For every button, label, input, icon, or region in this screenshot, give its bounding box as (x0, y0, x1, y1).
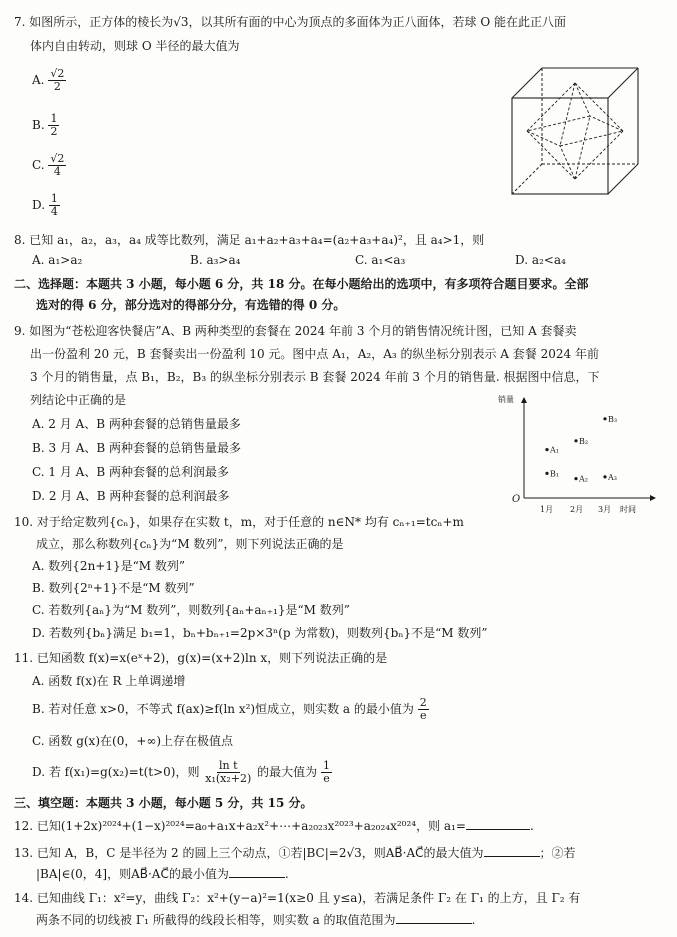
chart-point-label-1: B₁ (550, 469, 560, 479)
chart-point-5 (603, 417, 606, 420)
cube-octahedron-figure (500, 60, 650, 210)
q11-stem: 11. 已知函数 f(x)=x(eˣ+2)，g(x)=(x+2)ln x，则下列说法正确的是 (14, 651, 388, 665)
q7-stem-line1: 7. 如图所示，正方体的棱长为√3，以其所有面的中心为顶点的多面体为正八面体，若球 O 能在此正八面 (14, 15, 567, 29)
q13-answer-blank-2[interactable] (229, 866, 285, 878)
q13-answer-blank-1[interactable] (484, 845, 540, 857)
q8-option-c: C. a₁<a₃ (355, 253, 406, 267)
q11-option-a: A. 函数 f(x)在 R 上单调递增 (32, 674, 186, 688)
q8-option-a: A. a₁>a₂ (32, 253, 83, 267)
q10-stem-line1: 10. 对于给定数列{cₙ}，如果存在实数 t，m，对于任意的 n∈N* 均有 cₙ₊₁=tcₙ+m (14, 515, 464, 529)
q10-option-d: D. 若数列{bₙ}满足 b₁=1，bₙ+bₙ₊₁=2p×3ⁿ(p 为常数)，则数列{bₙ}不是“M 数列” (32, 626, 488, 640)
chart-point-label-0: A₁ (550, 445, 559, 455)
chart-point-label-3: B₂ (579, 436, 589, 446)
chart-tick-3: 3月 (598, 505, 612, 514)
q9-stem-line4: 列结论中正确的是 (30, 393, 127, 407)
q12-stem: 12. 已知(1+2x)²⁰²⁴+(1−x)²⁰²⁴=a₀+a₁x+a₂x²+⋯+a₂₀₂₃x²⁰²³+a₂₀₂₄x²⁰²⁴，则 a₁= . (14, 819, 534, 833)
q7-option-b: B. $\frac{1}{2}$ (32, 112, 58, 138)
q9-stem-line1: 9. 如图为“苍松迎客快餐店”A、B 两种类型的套餐在 2024 年前 3 个月的销售情况统计图，已知 A 套餐卖 (14, 324, 577, 338)
q14-stem-line2: 两条不同的切线被 Γ₁ 所截得的线段长相等，则实数 a 的取值范围为 . (36, 913, 476, 927)
q10-option-b: B. 数列{2ⁿ+1}不是“M 数列” (32, 581, 195, 595)
q11-option-d: D. 若 f(x₁)=g(x₂)=t(t>0)，则 $\frac{\text{ln t}}{\text{x₁(x₂+2)}}$ 的最大值为 $\frac{1}{e}$ (32, 759, 330, 785)
q9-option-c: C. 1 月 A、B 两种套餐的总利润最多 (32, 465, 229, 479)
section2-heading-line1: 二、选择题：本题共 3 小题，每小题 6 分，共 18 分。在每小题给出的选项中，有多项符合题目要求。全部 (14, 277, 589, 291)
chart-point-2 (574, 477, 577, 480)
q9-stem-line3: 3 个月的销售量，点 B₁，B₂，B₃ 的纵坐标分别表示 B 套餐 2024 年前 3 个月的销售量. 根据图中信息，下 (30, 370, 600, 384)
q9-option-a: A. 2 月 A、B 两种套餐的总销售量最多 (32, 417, 241, 431)
chart-point-1 (545, 472, 548, 475)
q10-option-a: A. 数列{2n+1}是“M 数列” (32, 559, 185, 573)
q11-option-b: B. 若对任意 x>0，不等式 f(ax)≥f(ln x²)恒成立，则实数 a 的最小值为 $\frac{2}{e}$ (32, 696, 427, 722)
q9-stem-line2: 出一份盈利 20 元，B 套餐卖出一份盈利 10 元。图中点 A₁，A₂，A₃ 的纵坐标分别表示 A 套餐 2024 年前 (30, 347, 599, 361)
chart-point-label-5: B₃ (608, 414, 618, 424)
chart-xlabel: 时间 (620, 505, 636, 514)
q7-option-c: C. $\frac{√2}{4}$ (32, 152, 65, 178)
section3-heading: 三、填空题：本题共 3 小题，每小题 5 分，共 15 分。 (14, 796, 313, 810)
q10-stem-line2: 成立，那么称数列{cₙ}为“M 数列”，则下列说法正确的是 (36, 537, 344, 551)
chart-point-label-2: A₂ (579, 474, 588, 484)
chart-ylabel: 销量 (498, 395, 514, 404)
q7-option-d: D. $\frac{1}{4}$ (32, 192, 58, 218)
q11-option-c: C. 函数 g(x)在(0，+∞)上存在极值点 (32, 734, 234, 748)
chart-origin: O (512, 494, 521, 505)
sales-chart (490, 392, 660, 522)
q8-option-b: B. a₃>a₄ (190, 253, 241, 267)
q9-option-d: D. 2 月 A、B 两种套餐的总利润最多 (32, 489, 230, 503)
q13-stem-line2: |BA|∈(0，4]，则AB⃗·AC⃗的最小值为 . (36, 867, 289, 881)
chart-point-3 (574, 439, 577, 442)
section2-heading-line2: 选对的得 6 分，部分选对的得部分分，有选错的得 0 分。 (36, 298, 346, 312)
q7-option-a: A. $\frac{√2}{2}$ (32, 67, 65, 93)
chart-point-4 (603, 475, 606, 478)
chart-tick-1: 1月 (540, 505, 554, 514)
q14-stem-line1: 14. 已知曲线 Γ₁：x²=y，曲线 Γ₂：x²+(y−a)²=1(x≥0 且 y≤a)，若满足条件 Γ₂ 在 Γ₁ 的上方，且 Γ₂ 有 (14, 891, 581, 905)
chart-point-0 (545, 448, 548, 451)
chart-tick-2: 2月 (570, 505, 584, 514)
chart-point-label-4: A₃ (608, 472, 617, 482)
q7-stem-line2: 体内自由转动，则球 O 半径的最大值为 (30, 39, 240, 53)
q13-stem-line1: 13. 已知 A，B，C 是半径为 2 的圆上三个动点，①若|BC|=2√3，则AB⃗·AC⃗的最大值为 ；②若 (14, 846, 576, 860)
q10-option-c: C. 若数列{aₙ}为“M 数列”，则数列{aₙ+aₙ₊₁}是“M 数列” (32, 603, 350, 617)
q8-option-d: D. a₂<a₄ (515, 253, 566, 267)
q12-answer-blank[interactable] (466, 818, 530, 830)
q8-stem: 8. 已知 a₁，a₂，a₃，a₄ 成等比数列，满足 a₁+a₂+a₃+a₄=(a₂+a₃+a₄)²，且 a₄>1，则 (14, 233, 485, 247)
q9-option-b: B. 3 月 A、B 两种套餐的总销售量最多 (32, 441, 242, 455)
q14-answer-blank[interactable] (396, 912, 472, 924)
